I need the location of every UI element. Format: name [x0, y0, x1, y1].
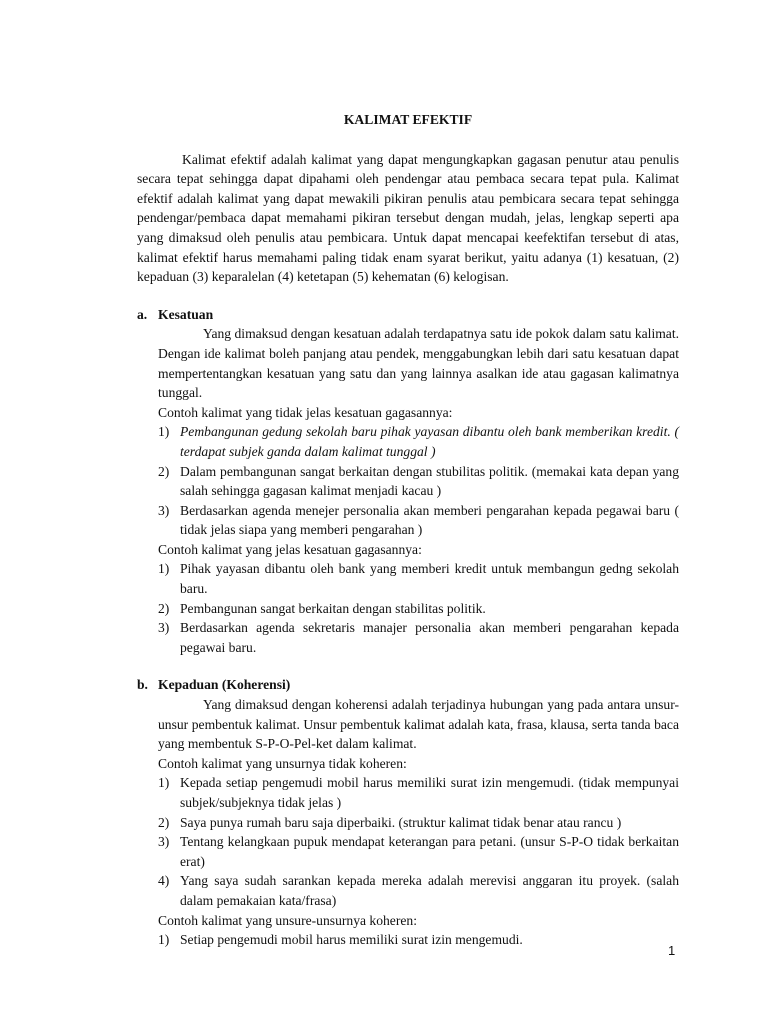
- list-item-text: Kepada setiap pengemudi mobil harus memiliki surat izin mengemudi. (tidak mempunyai subjek/subjeknya tidak jelas ): [180, 775, 679, 810]
- list-item: [158, 813, 679, 833]
- section-a-heading: [137, 305, 679, 325]
- list-item: [158, 618, 679, 657]
- list-item-number: 2): [158, 600, 170, 616]
- list-item-text: Pembangunan gedung sekolah baru pihak yayasan dibantu oleh bank memberikan kredit. ( terdapat subjek ganda dalam kalimat tunggal ): [180, 424, 679, 459]
- list-item-number: 1): [158, 424, 170, 440]
- list-item-number: 4): [158, 873, 170, 889]
- list-item: [158, 773, 679, 812]
- list-item-number: 1): [158, 775, 170, 791]
- intro-paragraph: Kalimat efektif adalah kalimat yang dapat mengungkapkan gagasan penutur atau penulis secara tepat sehingga dapat dipahami oleh pendengar atau pembaca secara tepat pula. Kalimat efektif adalah kalimat yang dapat mewakili pikiran penulis atau pembicara secara tepat sehingga pendengar/pembaca dapat memahami pikiran tersebut dengan mudah, jelas, lengkap seperti apa yang dimaksud oleh penulis atau pembicara. Untuk dapat mencapai keefektifan tersebut di atas, kalimat efektif harus memahami paling tidak enam syarat berikut, yaitu adanya (1) kesatuan, (2) kepaduan (3) keparalelan (4) ketetapan (5) kehematan (6) kelogisan.: [137, 151, 679, 285]
- list-item: [158, 930, 679, 950]
- list-item-text: Tentang kelangkaan pupuk mendapat keterangan para petani. (unsur S-P-O tidak berkaitan erat): [180, 834, 679, 869]
- list-item-text: Dalam pembangunan sangat berkaitan dengan stubilitas politik. (memakai kata depan yang salah sehingga gagasan kalimat menjadi kacau ): [180, 463, 679, 499]
- list-item-text: Saya punya rumah baru saja diperbaiki. (struktur kalimat tidak benar atau rancu ): [180, 814, 622, 830]
- list-item: [158, 462, 679, 501]
- page-number: 1: [668, 943, 676, 958]
- list-item-number: 2): [158, 814, 170, 830]
- list-item-text: Setiap pengemudi mobil harus memiliki surat izin mengemudi.: [180, 932, 523, 948]
- list-item-number: 3): [158, 502, 170, 518]
- list-item: [158, 501, 679, 540]
- list-item-text: Berdasarkan agenda sekretaris manajer personalia akan memberi pengarahan kepada pegawai baru.: [180, 620, 679, 655]
- section-a-title: Kesatuan: [158, 306, 214, 322]
- section-b-paragraph: Yang dimaksud dengan koherensi adalah terjadinya hubungan yang pada antara unsur-unsur pembentuk kalimat. Unsur pembentuk kalimat adalah kata, frasa, klausa, serta tanda baca yang membentuk S-P-O-Pel-ket dalam kalimat.: [158, 697, 679, 752]
- list-item-number: 3): [158, 620, 170, 636]
- section-b-bad-list: [158, 773, 679, 910]
- section-a-paragraph: Yang dimaksud dengan kesatuan adalah terdapatnya satu ide pokok dalam satu kalimat. Dengan ide kalimat boleh panjang atau pendek, menggabungkan lebih dari satu kesatuan dapat mempertentangkan kesatuan yang satu dan yang lainnya asalkan ide atau gagasan kalimatnya tunggal.: [158, 326, 679, 401]
- list-item-number: 1): [158, 561, 170, 577]
- list-item: [158, 599, 679, 619]
- list-item-number: 3): [158, 834, 170, 850]
- section-b-bad-intro: Contoh kalimat yang unsurnya tidak koheren:: [158, 755, 407, 771]
- document-title: KALIMAT EFEKTIF: [343, 112, 473, 127]
- list-item: [158, 422, 679, 461]
- section-a-good-list: [158, 559, 679, 657]
- list-item-text: Berdasarkan agenda menejer personalia akan memberi pengarahan kepada pegawai baru ( tidak jelas siapa yang memberi pengarahan ): [180, 502, 679, 538]
- section-a-bad-intro: Contoh kalimat yang tidak jelas kesatuan gagasannya:: [158, 404, 453, 420]
- section-b-title: Kepaduan (Koherensi): [158, 677, 291, 693]
- list-item: [158, 559, 679, 598]
- document-page: [137, 110, 679, 950]
- section-b-heading: [137, 675, 679, 695]
- list-item-text: Pembangunan sangat berkaitan dengan stabilitas politik.: [180, 600, 486, 616]
- section-b-letter: b.: [137, 677, 148, 693]
- section-a-bad-list: [158, 422, 679, 540]
- list-item-text: Yang saya sudah sarankan kepada mereka adalah merevisi anggaran itu proyek. (salah dalam pemakaian kata/frasa): [180, 873, 679, 908]
- list-item: [158, 871, 679, 910]
- section-a-body: [158, 324, 679, 657]
- list-item-text: Pihak yayasan dibantu oleh bank yang memberi kredit untuk membangun gedng sekolah baru.: [180, 561, 679, 597]
- section-a-good-intro: Contoh kalimat yang jelas kesatuan gagasannya:: [158, 541, 422, 557]
- section-b-good-intro: Contoh kalimat yang unsure-unsurnya koheren:: [158, 912, 417, 928]
- list-item: [158, 832, 679, 871]
- section-a-letter: a.: [137, 306, 148, 322]
- section-b-good-list: [158, 930, 679, 950]
- list-item-number: 2): [158, 463, 170, 479]
- list-item-number: 1): [158, 932, 170, 948]
- section-b-body: [158, 695, 679, 950]
